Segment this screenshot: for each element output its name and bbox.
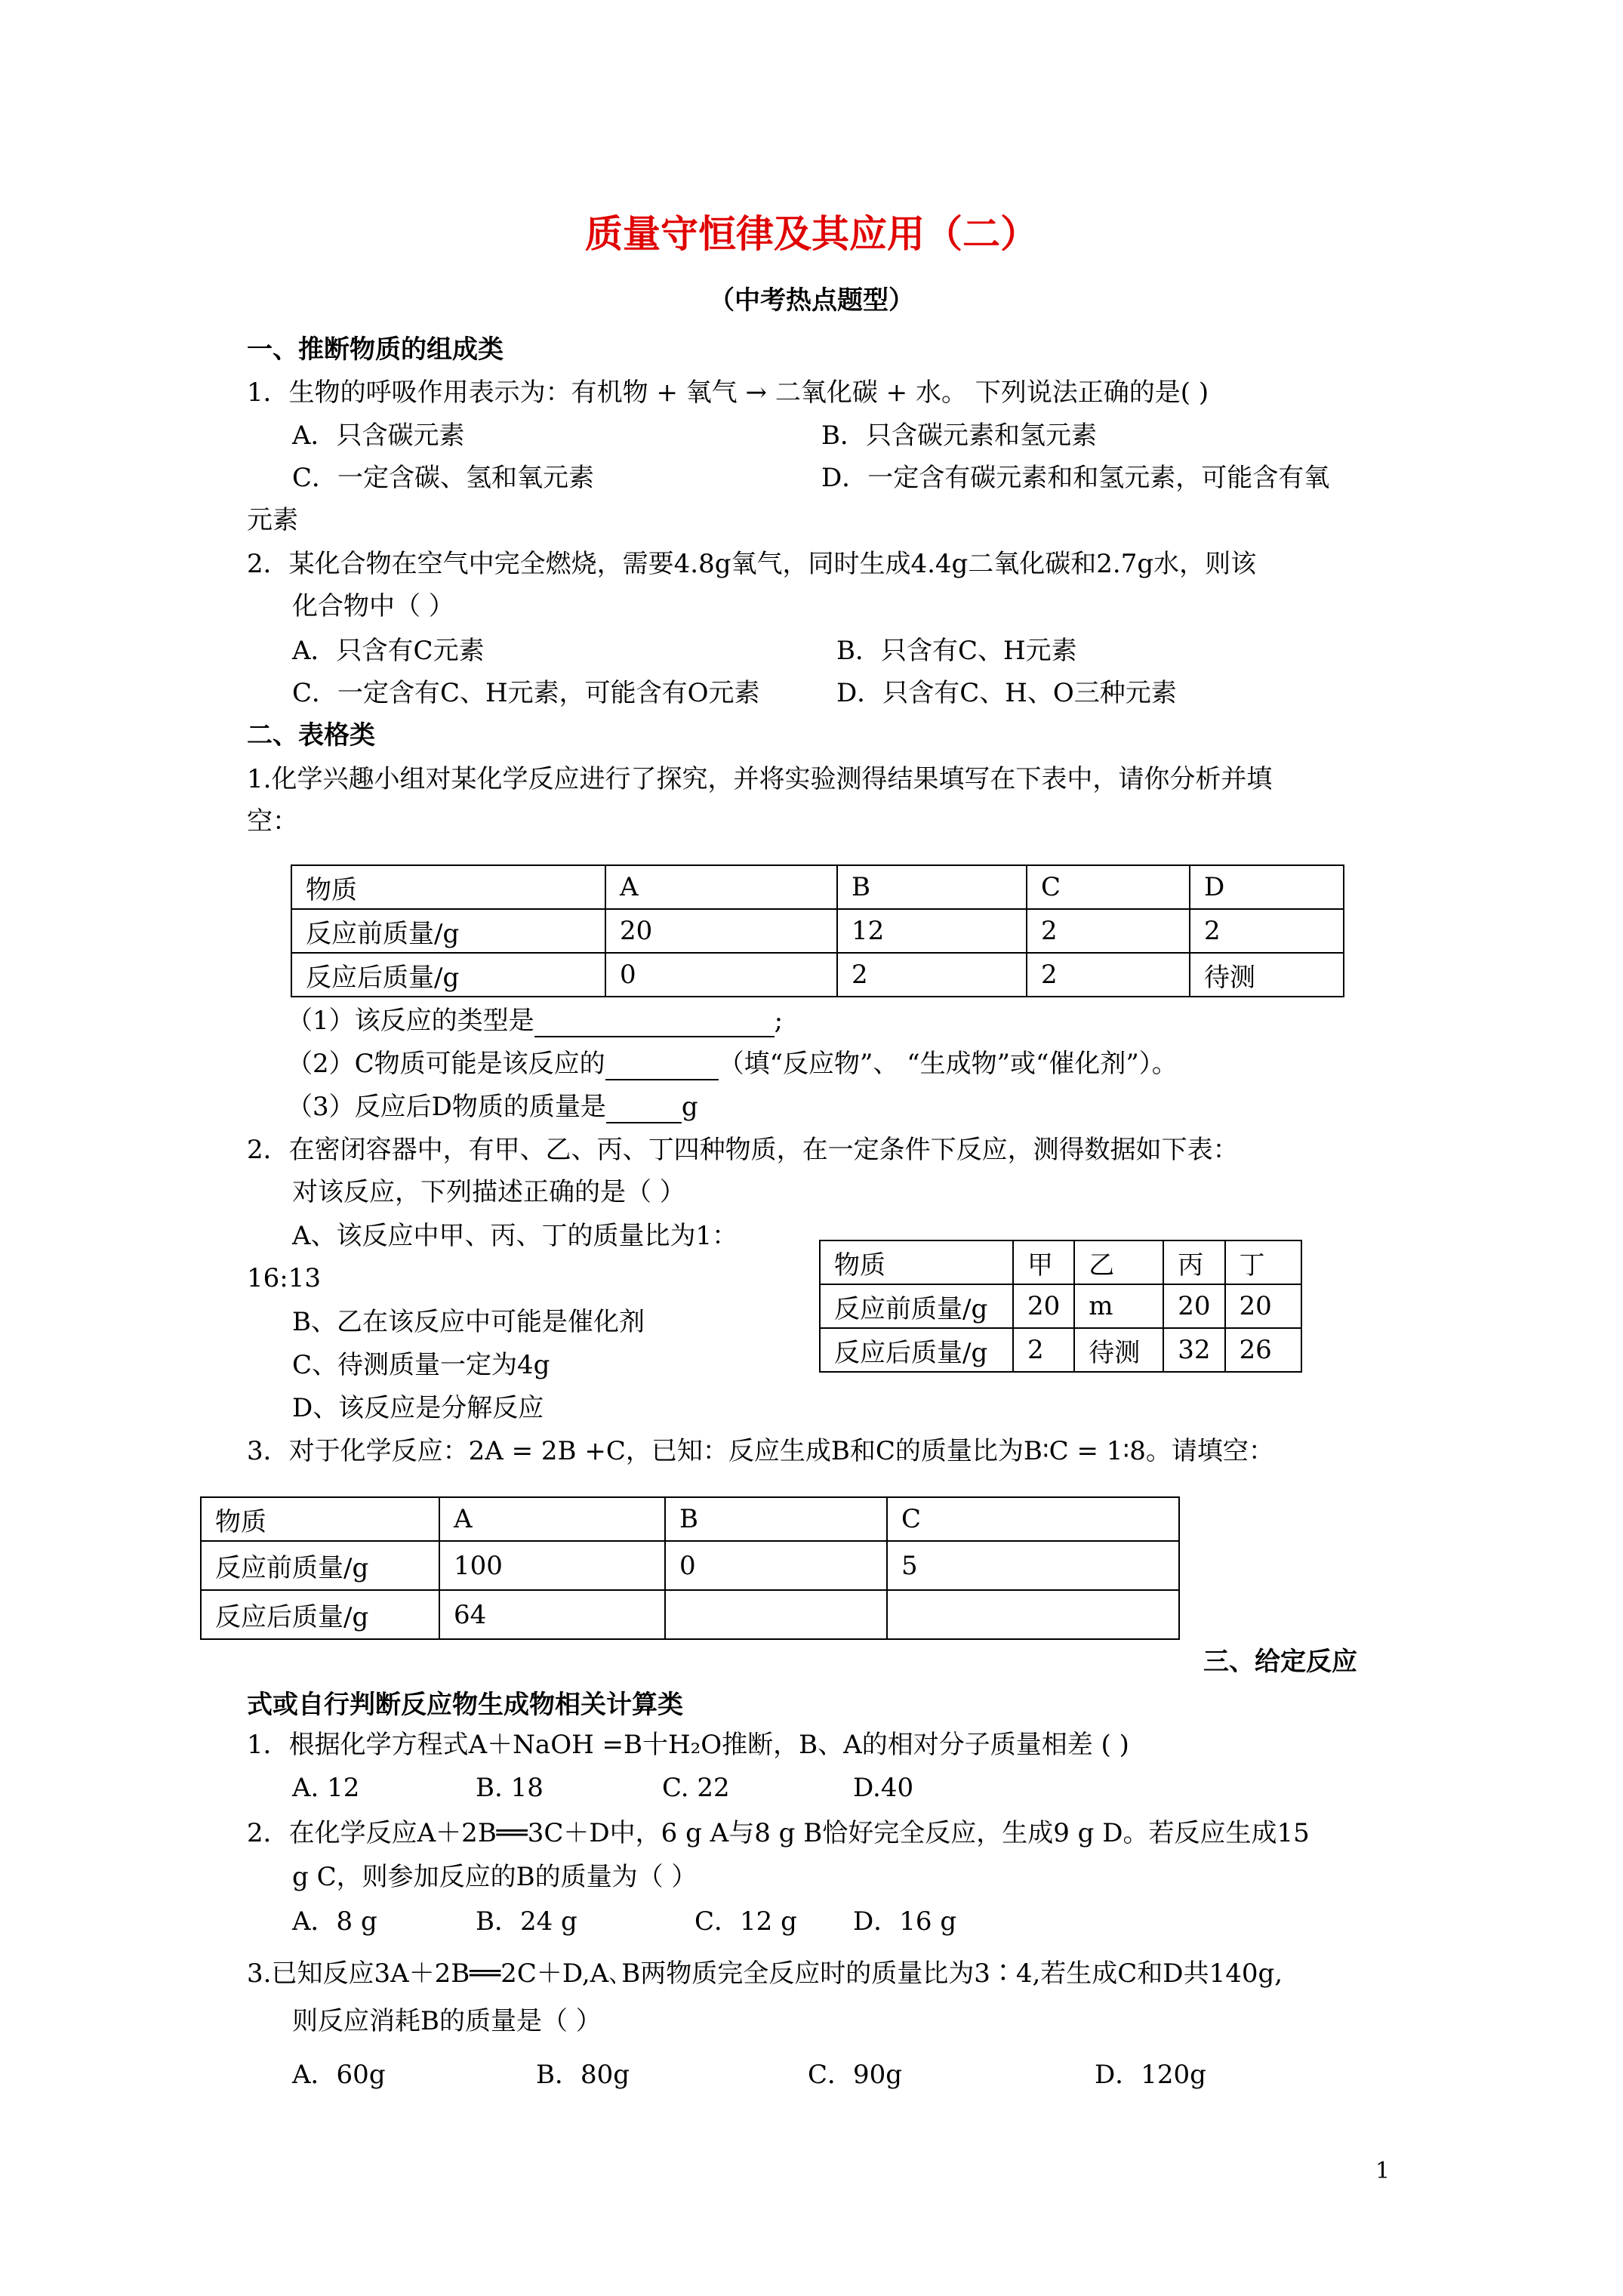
table-cell: B bbox=[665, 1497, 887, 1541]
table-cell: 32 bbox=[1163, 1328, 1224, 1372]
s3-q2-option-c: C．12 g bbox=[694, 1906, 797, 1937]
s3-q2-option-d: D．16 g bbox=[853, 1906, 957, 1937]
s2-fill-3 bbox=[287, 1092, 698, 1123]
table-cell: 2 bbox=[1013, 1328, 1074, 1372]
s1-q1-option-d: D．一定含有碳元素和和氢元素，可能含有氧 bbox=[821, 463, 1330, 493]
s1-question-1: 1．生物的呼吸作用表示为：有机物 + 氧气 → 二氧化碳 + 水。 下列说法正确的是( ) bbox=[247, 378, 1209, 408]
s2-q2-option-a-cont: 16:13 bbox=[247, 1263, 321, 1293]
table-cell: 乙 bbox=[1074, 1240, 1163, 1284]
table-row bbox=[291, 953, 1344, 997]
s3-q1-option-c: C. 22 bbox=[662, 1773, 730, 1803]
table-1 bbox=[291, 864, 1344, 997]
s1-q2-option-b: B．只含有C、H元素 bbox=[836, 636, 1077, 666]
s3-q3-option-d: D．120g bbox=[1095, 2060, 1206, 2090]
table-cell: 20 bbox=[1013, 1284, 1074, 1328]
table-cell: 26 bbox=[1225, 1328, 1301, 1372]
section-2-heading: 二、表格类 bbox=[247, 720, 375, 750]
table-row bbox=[201, 1541, 1179, 1590]
s3-question-1: 1．根据化学方程式A＋NaOH =B十H₂O推断，B、A的相对分子质量相差 ( ) bbox=[247, 1730, 1129, 1760]
s2-q2-option-b: B、乙在该反应中可能是催化剂 bbox=[292, 1307, 645, 1337]
table-cell: 0 bbox=[605, 953, 837, 997]
table-row bbox=[820, 1284, 1301, 1328]
table-row bbox=[201, 1497, 1179, 1541]
table-cell: 待测 bbox=[1074, 1328, 1163, 1372]
table-cell: 反应前质量/g bbox=[820, 1284, 1013, 1328]
s3-q1-option-d: D.40 bbox=[853, 1773, 914, 1803]
fill-3-label: （3）反应后D物质的质量是 bbox=[287, 1092, 606, 1122]
s2-fill-2 bbox=[287, 1049, 1178, 1080]
s1-q1-option-c: C．一定含碳、氢和氧元素 bbox=[292, 463, 595, 493]
table-cell: m bbox=[1074, 1284, 1163, 1328]
s3-q1-option-a: A. 12 bbox=[292, 1773, 360, 1803]
table-cell: D bbox=[1190, 865, 1344, 909]
s3-question-3: 3.已知反应3A＋2B══2C＋D,A､B两物质完全反应时的质量比为3∶4,若生成C和D共140g, bbox=[247, 1959, 1283, 1989]
s3-q2-option-b: B．24 g bbox=[476, 1906, 577, 1937]
table-2 bbox=[819, 1240, 1302, 1373]
s2-q2-option-a: A、该反应中甲、丙、丁的质量比为1： bbox=[292, 1221, 738, 1251]
fill-2-label: （2）C物质可能是该反应的 bbox=[287, 1049, 605, 1079]
table-row bbox=[820, 1328, 1301, 1372]
table-cell: 20 bbox=[605, 909, 837, 953]
table-cell: 物质 bbox=[820, 1240, 1013, 1284]
table-cell: 12 bbox=[837, 909, 1027, 953]
s3-question-2: 2．在化学反应A＋2B══3C＋D中，6 g A与8 g B恰好完全反应，生成9 g D。若反应生成15 bbox=[247, 1818, 1310, 1848]
s1-q1-option-b: B．只含碳元素和氢元素 bbox=[821, 421, 1097, 451]
fill-1-blank bbox=[534, 1006, 775, 1037]
fill-3-end: g bbox=[681, 1092, 698, 1122]
table-3 bbox=[200, 1496, 1180, 1640]
s3-q1-option-b: B. 18 bbox=[476, 1773, 544, 1803]
table-row bbox=[820, 1240, 1301, 1284]
s2-question-2-cont: 对该反应，下列描述正确的是（ ） bbox=[292, 1177, 685, 1207]
s3-q2-option-a: A．8 g bbox=[292, 1906, 377, 1937]
table-cell: A bbox=[605, 865, 837, 909]
table-cell: 2 bbox=[1027, 909, 1190, 953]
s2-question-3: 3．对于化学反应：2A = 2B +C，已知：反应生成B和C的质量比为B∶C = 1∶8。请填空： bbox=[247, 1436, 1274, 1466]
table-cell: 20 bbox=[1225, 1284, 1301, 1328]
table-cell: 100 bbox=[439, 1541, 665, 1590]
fill-3-blank bbox=[606, 1092, 682, 1123]
s1-q2-option-a: A．只含有C元素 bbox=[292, 636, 485, 666]
section-3-heading-cont: 式或自行判断反应物生成物相关计算类 bbox=[247, 1690, 683, 1720]
s3-q3-option-c: C．90g bbox=[808, 2060, 903, 2090]
table-row bbox=[291, 909, 1344, 953]
page-subtitle: （中考热点题型） bbox=[709, 285, 914, 316]
s1-question-2-cont: 化合物中（ ） bbox=[292, 591, 454, 621]
table-cell: 2 bbox=[837, 953, 1027, 997]
fill-2-end: （填“反应物”、 “生成物”或“催化剂”）。 bbox=[718, 1049, 1178, 1079]
s1-q1-option-a: A．只含碳元素 bbox=[292, 421, 465, 451]
s2-question-2: 2．在密闭容器中，有甲、乙、丙、丁四种物质，在一定条件下反应，测得数据如下表： bbox=[247, 1135, 1239, 1165]
table-cell: 反应前质量/g bbox=[201, 1541, 439, 1590]
s3-question-2-cont: g C，则参加反应的B的质量为（ ） bbox=[292, 1862, 698, 1892]
table-cell: 待测 bbox=[1190, 953, 1344, 997]
table-cell: 丙 bbox=[1163, 1240, 1224, 1284]
table-cell: 5 bbox=[887, 1541, 1179, 1590]
page-number: 1 bbox=[1375, 2158, 1390, 2184]
section-1-heading: 一、推断物质的组成类 bbox=[247, 334, 504, 365]
table-cell: 丁 bbox=[1225, 1240, 1301, 1284]
table-cell: B bbox=[837, 865, 1027, 909]
section-3-heading: 三、给定反应 bbox=[1203, 1647, 1357, 1677]
table-cell: 反应后质量/g bbox=[820, 1328, 1013, 1372]
s3-question-3-cont: 则反应消耗B的质量是（ ） bbox=[292, 2006, 602, 2036]
s2-question-1-cont: 空： bbox=[247, 806, 298, 837]
table-cell: 64 bbox=[439, 1590, 665, 1639]
table-cell: 物质 bbox=[201, 1497, 439, 1541]
s1-question-2: 2．某化合物在空气中完全燃烧，需要4.8g氧气，同时生成4.4g二氧化碳和2.7g水，则该 bbox=[247, 549, 1257, 579]
table-cell: 20 bbox=[1163, 1284, 1224, 1328]
s3-q3-option-a: A．60g bbox=[292, 2060, 386, 2090]
s1-q2-option-c: C．一定含有C、H元素，可能含有O元素 bbox=[292, 678, 760, 708]
table-cell: 2 bbox=[1027, 953, 1190, 997]
table-cell: 反应前质量/g bbox=[291, 909, 605, 953]
table-cell: C bbox=[1027, 865, 1190, 909]
s3-q3-option-b: B．80g bbox=[536, 2060, 630, 2090]
table-cell bbox=[665, 1590, 887, 1639]
s2-q2-option-d: D、该反应是分解反应 bbox=[292, 1393, 544, 1423]
s1-q2-option-d: D．只含有C、H、O三种元素 bbox=[836, 678, 1177, 708]
s2-question-1: 1.化学兴趣小组对某化学反应进行了探究，并将实验测得结果填写在下表中，请你分析并填 bbox=[247, 764, 1273, 794]
table-cell bbox=[887, 1590, 1179, 1639]
table-cell: 物质 bbox=[291, 865, 605, 909]
fill-1-end: ; bbox=[774, 1006, 784, 1036]
table-cell: A bbox=[439, 1497, 665, 1541]
page-title: 质量守恒律及其应用（二） bbox=[585, 211, 1038, 256]
fill-2-blank bbox=[605, 1049, 719, 1080]
s2-fill-1 bbox=[287, 1006, 783, 1037]
table-cell: 反应后质量/g bbox=[291, 953, 605, 997]
table-cell: 反应后质量/g bbox=[201, 1590, 439, 1639]
table-row bbox=[291, 865, 1344, 909]
table-cell: 0 bbox=[665, 1541, 887, 1590]
s1-q1-option-d-cont: 元素 bbox=[247, 505, 298, 535]
table-cell: 甲 bbox=[1013, 1240, 1074, 1284]
s2-q2-option-c: C、待测质量一定为4g bbox=[292, 1350, 550, 1380]
table-row bbox=[201, 1590, 1179, 1639]
fill-1-label: （1）该反应的类型是 bbox=[287, 1006, 534, 1036]
table-cell: 2 bbox=[1190, 909, 1344, 953]
table-cell: C bbox=[887, 1497, 1179, 1541]
